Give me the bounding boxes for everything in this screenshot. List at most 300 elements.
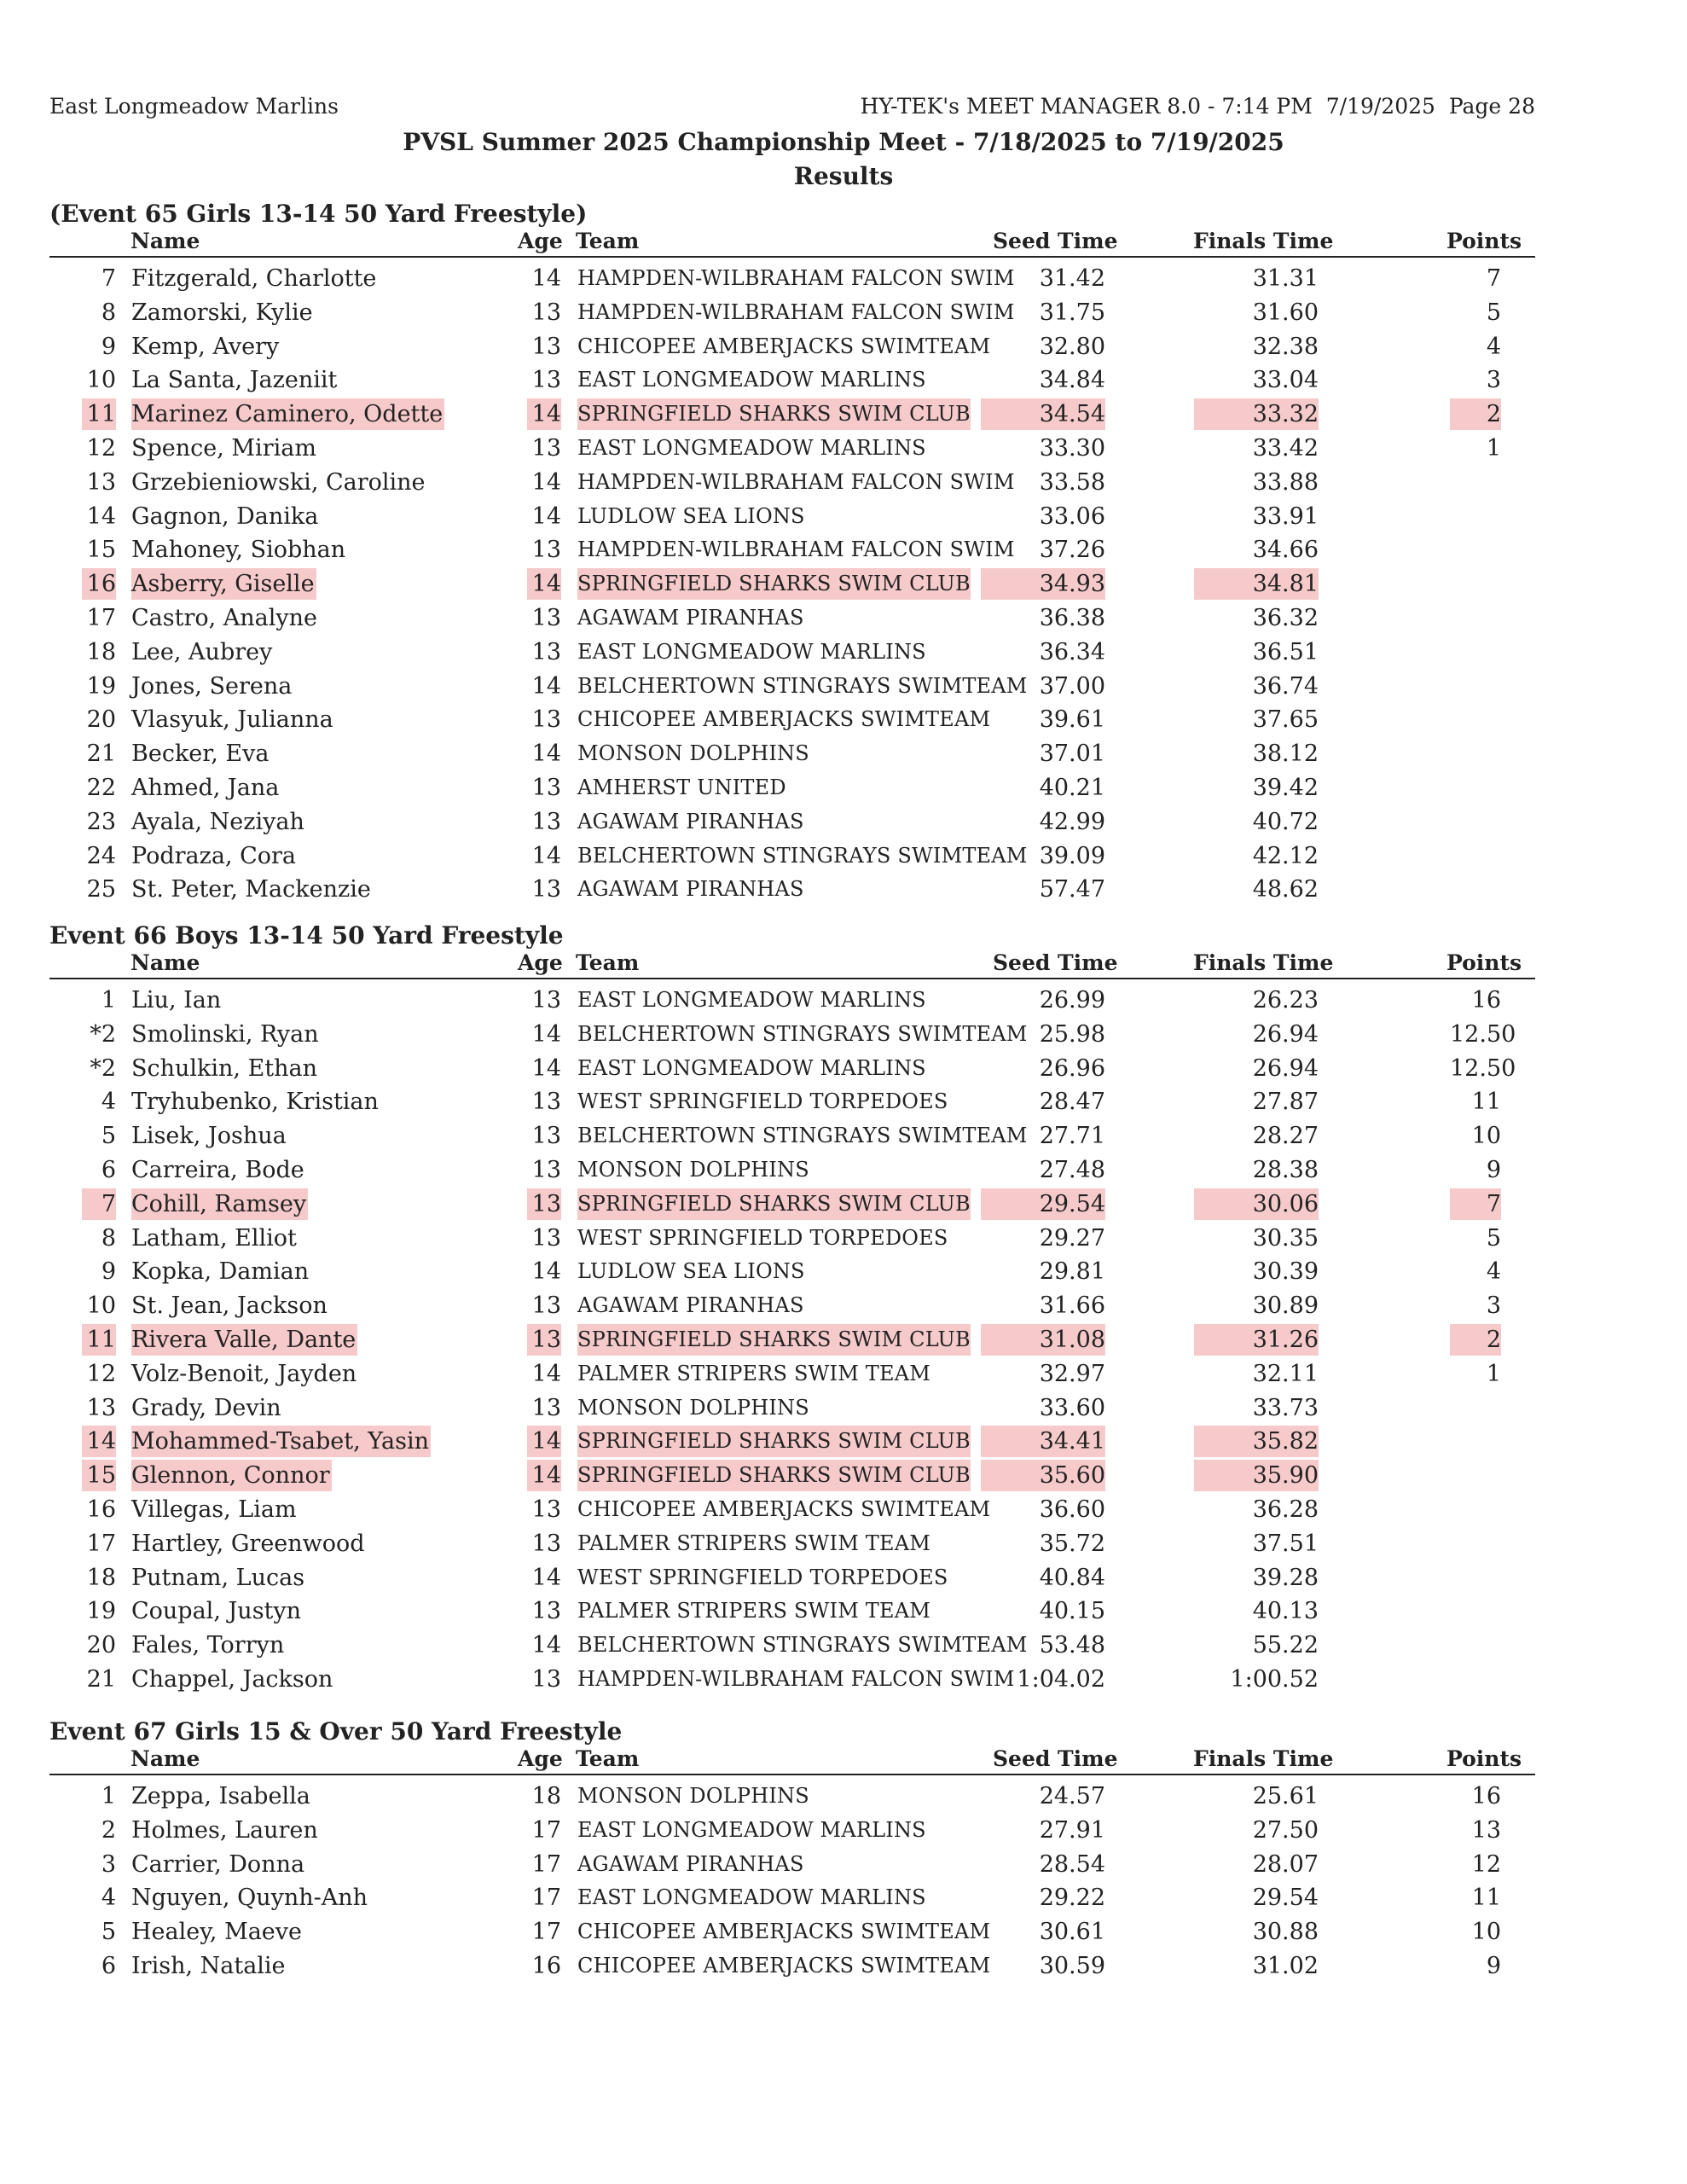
result-seed: 34.93 (981, 568, 1105, 600)
result-place: 25 (86, 876, 116, 903)
result-finals: 48.62 (1252, 876, 1319, 903)
result-team: EAST LONGMEADOW MARLINS (577, 1817, 926, 1842)
result-name: Liu, Ian (131, 987, 222, 1014)
result-age: 13 (531, 808, 561, 835)
result-points: 10 (1471, 1919, 1501, 1946)
result-age: 13 (531, 1598, 561, 1625)
result-age: 14 (531, 1054, 561, 1082)
result-place: 18 (86, 638, 116, 665)
result-points: 9 (1486, 1157, 1501, 1183)
result-row (0, 1629, 1687, 1663)
result-finals: 31.26 (1194, 1324, 1319, 1356)
result-seed: 33.30 (1039, 435, 1105, 462)
result-place: 8 (101, 1224, 116, 1252)
result-age: 13 (531, 333, 561, 360)
result-seed: 26.99 (1039, 987, 1105, 1014)
result-age: 14 (531, 265, 561, 292)
result-row (0, 1223, 1687, 1256)
result-seed: 39.09 (1039, 842, 1105, 869)
result-seed: 29.81 (1039, 1258, 1105, 1286)
result-team: BELCHERTOWN STINGRAYS SWIMTEAM (577, 673, 1028, 698)
result-row (0, 534, 1687, 567)
result-name: Becker, Eva (131, 741, 270, 768)
result-seed: 1:04.02 (1017, 1666, 1105, 1693)
result-place: 9 (101, 1258, 116, 1286)
result-team: EAST LONGMEADOW MARLINS (577, 1885, 926, 1910)
result-age: 13 (531, 435, 561, 462)
result-place: *2 (90, 1054, 116, 1082)
result-row (0, 1188, 1687, 1222)
result-seed: 28.47 (1039, 1089, 1105, 1116)
result-row (0, 1595, 1687, 1629)
column-header-row (49, 1745, 1535, 1775)
result-finals: 34.66 (1252, 537, 1319, 564)
result-team: WEST SPRINGFIELD TORPEDOES (577, 1089, 948, 1114)
result-seed: 34.41 (981, 1426, 1105, 1457)
result-name: Holmes, Lauren (131, 1816, 318, 1844)
result-place: 15 (82, 1460, 116, 1491)
result-finals: 37.51 (1252, 1530, 1319, 1557)
result-points: 3 (1486, 367, 1501, 394)
result-place: 11 (82, 1324, 116, 1356)
result-age: 13 (531, 537, 561, 564)
result-seed: 32.97 (1039, 1360, 1105, 1387)
result-seed: 25.98 (1039, 1020, 1105, 1048)
result-place: 10 (86, 367, 116, 394)
result-team: PALMER STRIPERS SWIM TEAM (577, 1599, 931, 1623)
result-points: 12.50 (1450, 1054, 1516, 1082)
result-row (0, 1562, 1687, 1595)
result-name: Asberry, Giselle (131, 568, 316, 600)
result-team: EAST LONGMEADOW MARLINS (577, 988, 926, 1012)
result-seed: 37.00 (1039, 672, 1105, 700)
column-header-points: Points (1446, 229, 1522, 253)
result-age: 14 (527, 568, 561, 600)
column-header-team: Team (576, 229, 640, 253)
result-team: MONSON DOLPHINS (577, 1158, 809, 1182)
result-seed: 34.84 (1039, 367, 1105, 394)
column-header-finals: Finals Time (1193, 229, 1334, 253)
result-row (0, 1664, 1687, 1697)
result-seed: 57.47 (1039, 876, 1105, 903)
result-team: EAST LONGMEADOW MARLINS (577, 1055, 926, 1080)
result-team: BELCHERTOWN STINGRAYS SWIMTEAM (577, 1124, 1028, 1148)
result-team: SPRINGFIELD SHARKS SWIM CLUB (577, 568, 971, 600)
result-finals: 31.02 (1252, 1953, 1319, 1979)
result-team: AGAWAM PIRANHAS (577, 1851, 804, 1876)
result-place: 19 (86, 672, 116, 700)
result-finals: 26.23 (1252, 987, 1319, 1014)
result-team: EAST LONGMEADOW MARLINS (577, 639, 926, 664)
result-place: 1 (101, 987, 116, 1014)
result-row (0, 501, 1687, 534)
event-title: Event 67 Girls 15 & Over 50 Yard Freestyle (49, 1717, 623, 1745)
result-age: 13 (531, 1089, 561, 1116)
result-finals: 39.42 (1252, 775, 1319, 801)
result-seed: 27.48 (1039, 1157, 1105, 1183)
result-points: 1 (1486, 1360, 1501, 1387)
result-points: 16 (1471, 1783, 1501, 1809)
result-place: 17 (86, 605, 116, 631)
result-finals: 33.73 (1252, 1394, 1319, 1421)
result-name: Coupal, Justyn (131, 1598, 302, 1625)
result-team: SPRINGFIELD SHARKS SWIM CLUB (577, 1426, 971, 1457)
result-name: Rivera Valle, Dante (131, 1324, 357, 1356)
result-points: 2 (1450, 398, 1501, 430)
result-team: BELCHERTOWN STINGRAYS SWIMTEAM (577, 1021, 1028, 1046)
result-row (0, 331, 1687, 364)
result-team: SPRINGFIELD SHARKS SWIM CLUB (577, 398, 971, 430)
result-finals: 26.94 (1252, 1054, 1319, 1082)
result-seed: 24.57 (1039, 1783, 1105, 1809)
column-header-seed: Seed Time (993, 229, 1118, 253)
result-place: 3 (101, 1850, 116, 1878)
result-age: 13 (531, 605, 561, 631)
event-title: Event 66 Boys 13-14 50 Yard Freestyle (49, 921, 564, 950)
result-name: Mahoney, Siobhan (131, 537, 346, 564)
result-finals: 38.12 (1252, 741, 1319, 768)
result-finals: 40.13 (1252, 1598, 1319, 1625)
result-name: Latham, Elliot (131, 1224, 297, 1252)
result-team: CHICOPEE AMBERJACKS SWIMTEAM (577, 1920, 991, 1944)
result-row (0, 602, 1687, 636)
result-name: La Santa, Jazeniit (131, 367, 338, 394)
result-seed: 27.91 (1039, 1816, 1105, 1844)
result-team: HAMPDEN-WILBRAHAM FALCON SWIM (577, 299, 1015, 324)
column-header-row (49, 949, 1535, 979)
result-points: 5 (1486, 1224, 1501, 1252)
column-header-name: Name (130, 229, 200, 253)
result-place: 7 (101, 265, 116, 292)
result-place: 4 (101, 1885, 116, 1912)
result-age: 13 (531, 1157, 561, 1183)
result-row (0, 1086, 1687, 1119)
result-row (0, 1528, 1687, 1561)
result-age: 17 (531, 1816, 561, 1844)
result-row (0, 398, 1687, 432)
result-team: MONSON DOLPHINS (577, 741, 809, 766)
result-row (0, 636, 1687, 670)
result-place: 5 (101, 1919, 116, 1946)
result-name: Chappel, Jackson (131, 1666, 333, 1693)
result-age: 18 (531, 1783, 561, 1809)
result-age: 13 (531, 987, 561, 1014)
result-seed: 36.60 (1039, 1496, 1105, 1523)
result-name: Lee, Aubrey (131, 638, 273, 665)
event-title: (Event 65 Girls 13-14 50 Yard Freestyle) (49, 200, 588, 228)
result-seed: 42.99 (1039, 808, 1105, 835)
result-place: 6 (101, 1157, 116, 1183)
result-name: Grady, Devin (131, 1394, 281, 1421)
result-name: Podraza, Cora (131, 842, 297, 869)
result-team: EAST LONGMEADOW MARLINS (577, 368, 926, 392)
result-seed: 40.84 (1039, 1564, 1105, 1591)
result-place: 10 (86, 1292, 116, 1320)
result-seed: 36.38 (1039, 605, 1105, 631)
result-row (0, 568, 1687, 601)
result-age: 14 (531, 1632, 561, 1659)
result-place: 19 (86, 1598, 116, 1625)
result-row (0, 840, 1687, 874)
result-finals: 36.32 (1252, 605, 1319, 631)
result-seed: 35.72 (1039, 1530, 1105, 1557)
column-header-name: Name (130, 1746, 200, 1771)
result-finals: 27.50 (1252, 1816, 1319, 1844)
result-team: PALMER STRIPERS SWIM TEAM (577, 1361, 931, 1385)
result-finals: 32.11 (1252, 1360, 1319, 1387)
result-place: 17 (86, 1530, 116, 1557)
result-age: 14 (531, 502, 561, 530)
result-age: 13 (531, 1666, 561, 1693)
result-team: CHICOPEE AMBERJACKS SWIMTEAM (577, 707, 991, 732)
result-age: 14 (527, 1460, 561, 1491)
result-finals: 42.12 (1252, 842, 1319, 869)
result-team: BELCHERTOWN STINGRAYS SWIMTEAM (577, 843, 1028, 868)
result-finals: 36.28 (1252, 1496, 1319, 1523)
result-seed: 27.71 (1039, 1123, 1105, 1150)
result-row (0, 985, 1687, 1018)
result-row (0, 1426, 1687, 1459)
result-seed: 33.58 (1039, 468, 1105, 496)
result-finals: 27.87 (1252, 1089, 1319, 1116)
result-name: Grzebieniowski, Caroline (131, 468, 426, 496)
result-name: St. Peter, Mackenzie (131, 876, 371, 903)
result-row (0, 263, 1687, 296)
result-place: 9 (101, 333, 116, 360)
result-name: Lisek, Joshua (131, 1123, 287, 1150)
result-age: 14 (531, 842, 561, 869)
result-row (0, 738, 1687, 771)
result-finals: 39.28 (1252, 1564, 1319, 1591)
result-name: Nguyen, Quynh-Anh (131, 1885, 368, 1912)
result-place: 20 (86, 706, 116, 734)
result-team: MONSON DOLPHINS (577, 1395, 809, 1420)
result-place: *2 (90, 1020, 116, 1048)
result-row (0, 297, 1687, 330)
result-name: Mohammed-Tsabet, Yasin (131, 1426, 431, 1457)
result-name: Hartley, Greenwood (131, 1530, 365, 1557)
result-team: AGAWAM PIRANHAS (577, 877, 804, 902)
result-seed: 35.60 (981, 1460, 1105, 1491)
header-software-info: HY-TEK's MEET MANAGER 8.0 - 7:14 PM 7/19/2025 Page 28 (860, 94, 1535, 119)
result-age: 13 (531, 1530, 561, 1557)
result-finals: 31.60 (1252, 299, 1319, 326)
result-row (0, 1950, 1687, 1984)
result-seed: 28.54 (1039, 1850, 1105, 1878)
result-team: AGAWAM PIRANHAS (577, 809, 804, 834)
result-row (0, 1019, 1687, 1052)
result-seed: 29.27 (1039, 1224, 1105, 1252)
result-team: LUDLOW SEA LIONS (577, 503, 805, 528)
result-age: 14 (527, 1426, 561, 1457)
result-finals: 32.38 (1252, 333, 1319, 360)
result-name: Castro, Analyne (131, 605, 318, 631)
result-row (0, 467, 1687, 500)
result-age: 14 (531, 468, 561, 496)
result-row (0, 1154, 1687, 1188)
result-seed: 31.75 (1039, 299, 1105, 326)
result-seed: 31.08 (981, 1324, 1105, 1356)
result-row (0, 1780, 1687, 1814)
result-points: 1 (1486, 435, 1501, 462)
result-row (0, 1392, 1687, 1426)
result-age: 14 (527, 398, 561, 430)
result-row (0, 1849, 1687, 1882)
result-seed: 29.54 (981, 1188, 1105, 1220)
result-finals: 31.31 (1252, 265, 1319, 292)
result-name: Fales, Torryn (131, 1632, 285, 1659)
result-finals: 30.06 (1194, 1188, 1319, 1220)
result-age: 13 (527, 1324, 561, 1356)
result-name: Ayala, Neziyah (131, 808, 304, 835)
result-place: 18 (86, 1564, 116, 1591)
result-points: 7 (1450, 1188, 1501, 1220)
result-row (0, 1358, 1687, 1391)
result-finals: 28.27 (1252, 1123, 1319, 1150)
result-finals: 25.61 (1252, 1783, 1319, 1809)
result-seed: 33.06 (1039, 502, 1105, 530)
column-header-team: Team (576, 950, 640, 975)
result-seed: 31.42 (1039, 265, 1105, 292)
result-seed: 37.01 (1039, 741, 1105, 768)
result-row (0, 1120, 1687, 1153)
result-team: CHICOPEE AMBERJACKS SWIMTEAM (577, 1497, 991, 1521)
result-name: Cohill, Ramsey (131, 1188, 308, 1220)
result-name: Zeppa, Isabella (131, 1783, 310, 1809)
result-finals: 33.42 (1252, 435, 1319, 462)
result-points: 7 (1486, 265, 1501, 292)
result-place: 4 (101, 1089, 116, 1116)
result-row (0, 1290, 1687, 1323)
result-finals: 36.51 (1252, 638, 1319, 665)
result-finals: 30.89 (1252, 1292, 1319, 1320)
result-finals: 37.65 (1252, 706, 1319, 734)
result-seed: 31.66 (1039, 1292, 1105, 1320)
column-header-points: Points (1446, 950, 1522, 975)
result-points: 5 (1486, 299, 1501, 326)
result-finals: 1:00.52 (1230, 1666, 1319, 1693)
result-team: PALMER STRIPERS SWIM TEAM (577, 1531, 931, 1555)
result-age: 14 (531, 1258, 561, 1286)
result-team: SPRINGFIELD SHARKS SWIM CLUB (577, 1460, 971, 1491)
result-seed: 29.22 (1039, 1885, 1105, 1912)
result-place: 13 (86, 468, 116, 496)
result-age: 13 (531, 299, 561, 326)
result-age: 14 (531, 1564, 561, 1591)
result-name: Gagnon, Danika (131, 502, 319, 530)
result-finals: 28.07 (1252, 1850, 1319, 1878)
result-row (0, 806, 1687, 839)
result-team: AGAWAM PIRANHAS (577, 1293, 804, 1318)
result-team: MONSON DOLPHINS (577, 1784, 809, 1808)
header-club: East Longmeadow Marlins (49, 94, 339, 119)
result-name: Volz-Benoit, Jayden (131, 1360, 357, 1387)
result-finals: 40.72 (1252, 808, 1319, 835)
result-row (0, 772, 1687, 805)
result-name: Kemp, Avery (131, 333, 280, 360)
result-age: 13 (531, 1496, 561, 1523)
result-finals: 33.91 (1252, 502, 1319, 530)
result-name: Jones, Serena (131, 672, 293, 700)
result-place: 14 (86, 502, 116, 530)
result-name: Vlasyuk, Julianna (131, 706, 333, 734)
column-header-seed: Seed Time (993, 950, 1118, 975)
result-seed: 33.60 (1039, 1394, 1105, 1421)
result-row (0, 1256, 1687, 1289)
result-seed: 53.48 (1039, 1632, 1105, 1659)
result-finals: 35.82 (1194, 1426, 1319, 1457)
result-age: 13 (531, 876, 561, 903)
result-name: Schulkin, Ethan (131, 1054, 318, 1082)
result-team: HAMPDEN-WILBRAHAM FALCON SWIM (577, 469, 1015, 494)
result-place: 1 (101, 1783, 116, 1809)
result-place: 14 (82, 1426, 116, 1457)
result-row (0, 1053, 1687, 1086)
result-points: 16 (1471, 987, 1501, 1014)
result-place: 21 (86, 1666, 116, 1693)
result-name: Carrier, Donna (131, 1850, 305, 1878)
result-name: Putnam, Lucas (131, 1564, 305, 1591)
result-name: Smolinski, Ryan (131, 1020, 319, 1048)
result-row (0, 433, 1687, 466)
result-age: 17 (531, 1885, 561, 1912)
result-row (0, 364, 1687, 398)
result-place: 2 (101, 1816, 116, 1844)
result-finals: 28.38 (1252, 1157, 1319, 1183)
result-team: SPRINGFIELD SHARKS SWIM CLUB (577, 1188, 971, 1220)
result-finals: 33.04 (1252, 367, 1319, 394)
result-place: 5 (101, 1123, 116, 1150)
result-team: SPRINGFIELD SHARKS SWIM CLUB (577, 1324, 971, 1356)
result-row (0, 1815, 1687, 1848)
result-place: 24 (86, 842, 116, 869)
result-team: LUDLOW SEA LIONS (577, 1259, 805, 1284)
result-place: 15 (86, 537, 116, 564)
result-points: 13 (1471, 1816, 1501, 1844)
result-finals: 35.90 (1194, 1460, 1319, 1491)
result-row (0, 874, 1687, 907)
result-finals: 33.88 (1252, 468, 1319, 496)
result-row (0, 704, 1687, 737)
result-name: Spence, Miriam (131, 435, 316, 462)
column-header-row (49, 227, 1535, 258)
result-points: 2 (1450, 1324, 1501, 1356)
result-name: Glennon, Connor (131, 1460, 332, 1491)
result-finals: 30.88 (1252, 1919, 1319, 1946)
result-finals: 29.54 (1252, 1885, 1319, 1912)
result-name: Fitzgerald, Charlotte (131, 265, 377, 292)
result-place: 21 (86, 741, 116, 768)
result-name: St. Jean, Jackson (131, 1292, 328, 1320)
result-name: Kopka, Damian (131, 1258, 310, 1286)
result-seed: 30.59 (1039, 1953, 1105, 1979)
result-age: 13 (531, 775, 561, 801)
result-seed: 37.26 (1039, 537, 1105, 564)
meet-title: PVSL Summer 2025 Championship Meet - 7/18/2025 to 7/19/2025 (403, 128, 1284, 156)
result-age: 13 (531, 638, 561, 665)
result-name: Irish, Natalie (131, 1953, 286, 1979)
result-team: CHICOPEE AMBERJACKS SWIMTEAM (577, 334, 991, 358)
result-name: Healey, Maeve (131, 1919, 303, 1946)
result-place: 16 (86, 1496, 116, 1523)
result-place: 12 (86, 1360, 116, 1387)
result-points: 11 (1471, 1885, 1501, 1912)
result-place: 23 (86, 808, 116, 835)
result-finals: 55.22 (1252, 1632, 1319, 1659)
result-team: BELCHERTOWN STINGRAYS SWIMTEAM (577, 1633, 1028, 1658)
result-name: Tryhubenko, Kristian (131, 1089, 379, 1116)
result-team: AMHERST UNITED (577, 775, 786, 799)
